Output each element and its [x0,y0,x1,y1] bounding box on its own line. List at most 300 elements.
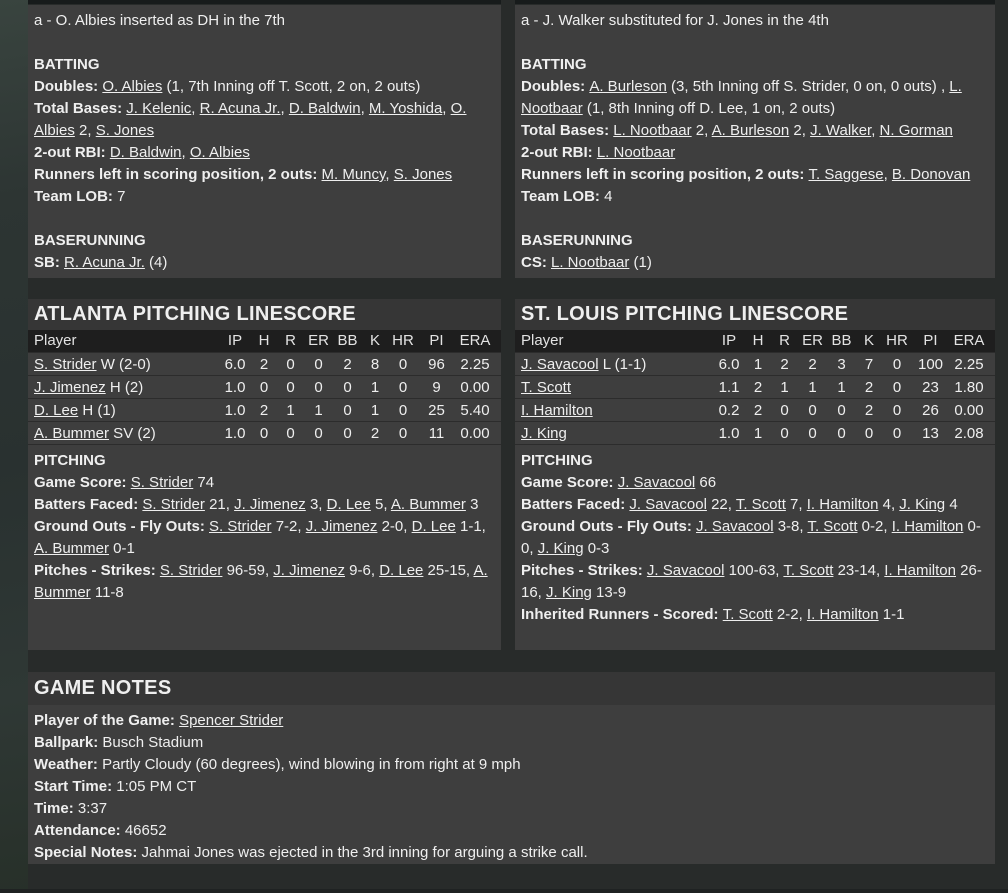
stat-cell: 1.0 [224,378,246,396]
stat-text: 0-0, [521,518,981,557]
stat-cell: 26 [922,401,939,419]
stat-label: Pitches - Strikes: [521,562,647,579]
column-header: HR [886,332,908,349]
stat-label: Batters Faced: [521,496,630,513]
text-line [34,516,495,560]
section-title-text: ST. LOUIS PITCHING LINESCORE [521,303,849,325]
player-link[interactable]: T. Scott [521,378,572,396]
text-line [521,472,989,494]
game-notes-title [28,672,995,705]
stat-text: L (1-1) [598,355,647,373]
table-header-row [28,330,501,352]
player-link[interactable]: L. Nootbaar [613,122,692,139]
stat-label: Runners left in scoring position, 2 outs: [521,166,809,183]
stlouis-pitching-title [515,299,995,330]
stat-text: 2-2, [772,606,807,623]
stat-label: SB: [34,254,64,271]
stat-cell: 25 [428,401,445,419]
player-link[interactable]: S. Jones [95,122,155,139]
player-link[interactable]: J. Jimenez [234,496,306,513]
player-link[interactable]: D. Lee [34,401,79,419]
stat-text: (1) [629,254,652,271]
stat-text: 3 [465,496,479,513]
text-line [521,142,989,164]
stat-text: 1-1, [455,518,486,535]
stat-text: 0-3 [583,540,610,557]
player-link[interactable]: L. Nootbaar [521,78,962,117]
stat-text: 11-8 [90,584,124,601]
stat-text: H (1) [78,401,116,419]
stat-text: 4 [604,188,613,205]
text-line [34,754,989,776]
column-header: K [369,332,380,349]
stat-label: PITCHING [521,452,593,469]
stat-text: 1:05 PM CT [116,778,197,795]
text-line [34,776,989,798]
pitcher-cell [515,376,713,399]
stat-cell: 3 [837,355,846,373]
stat-text: 100-63, [724,562,784,579]
text-line [34,230,495,252]
player-link[interactable]: M. Yoshida [368,100,443,117]
text-line [34,186,495,208]
text-line [521,120,989,142]
atlanta-pitching-title [28,299,501,330]
text-line [521,560,989,604]
stat-cell: 0.00 [954,401,984,419]
pitcher-cell [28,422,219,445]
game-notes-panel [28,672,995,864]
home-batting-notes-panel [515,5,995,278]
player-link[interactable]: L. Nootbaar [551,254,630,271]
stat-text: 0-2, [857,518,892,535]
player-link[interactable]: L. Nootbaar [596,144,676,161]
player-link[interactable]: D. Baldwin [288,100,361,117]
stat-text: , [360,100,369,117]
away-batting-notes [28,5,501,274]
stat-cell: 6.0 [718,355,740,373]
player-link[interactable]: S. Strider [142,496,205,513]
stat-cell: 2.08 [954,424,984,442]
player-link[interactable]: I. Hamilton [884,562,956,579]
pitcher-cell [515,422,713,445]
stat-text: 3, [305,496,327,513]
stat-label: Team LOB: [521,188,605,205]
column-header: BB [831,332,852,349]
pitcher-cell [515,399,713,422]
stat-text: , [191,100,200,117]
stat-cell: 2.25 [954,355,984,373]
stat-cell: 2.25 [460,355,490,373]
stat-cell: 23 [922,378,939,396]
stat-cell: 0.00 [460,378,490,396]
stat-cell: 1.0 [224,401,246,419]
stat-text: Busch Stadium [102,734,204,751]
stat-cell: 1.0 [224,424,246,442]
player-link[interactable]: S. Strider [209,518,272,535]
player-link[interactable]: J. Jimenez [34,378,106,396]
stat-cell: 0 [314,355,323,373]
stat-text: 46652 [124,822,167,839]
pitcher-cell [28,353,219,376]
blank-line [34,208,495,230]
column-header: IP [227,332,243,349]
stat-text: (1, 7th Inning off T. Scott, 2 on, 2 outs) [162,78,421,95]
stat-label: PITCHING [34,452,106,469]
text-line [34,798,989,820]
player-link[interactable]: S. Strider [130,474,194,491]
player-link[interactable]: S. Strider [34,355,97,373]
stat-label: Game Score: [34,474,131,491]
text-line [34,450,495,472]
stat-label: BATTING [521,56,587,73]
blank-line [521,208,989,230]
player-link[interactable]: O. Albies [189,144,250,161]
player-link[interactable]: N. Gorman [879,122,953,139]
text-line [34,98,495,142]
player-link[interactable]: S. Jones [393,166,453,183]
stat-cell: 1 [753,424,763,442]
column-header: H [258,332,270,349]
stat-label: Runners left in scoring position, 2 outs: [34,166,322,183]
player-link[interactable]: O. Albies [102,78,163,95]
text-line [34,54,495,76]
stlouis-pitching-linescore-panel [515,299,995,650]
stat-cell: 0 [864,424,874,442]
stat-cell: 2 [864,378,874,396]
player-link[interactable]: Spencer Strider [179,712,284,729]
player-link[interactable]: J. Savacool [629,496,707,513]
stat-text: 66 [695,474,717,491]
stat-text: 22, [706,496,736,513]
stat-text: 26-16, [521,562,982,601]
stat-cell: 0 [808,424,817,442]
stat-text: SV (2) [109,424,156,442]
player-link[interactable]: T. Scott [722,606,773,623]
stat-cell: 2 [808,355,817,373]
text-line [34,252,495,274]
player-link[interactable]: J. Jimenez [273,562,345,579]
pitcher-cell [28,376,219,399]
stat-cell: 0 [314,378,323,396]
player-link[interactable]: J. Kelenic [126,100,192,117]
player-link[interactable]: J. King [546,584,592,601]
stat-label: Game Score: [521,474,618,491]
stat-label: Team LOB: [34,188,118,205]
player-link[interactable]: A. Bummer [390,496,466,513]
stat-cell: 2 [259,401,269,419]
stat-cell: 0.00 [460,424,490,442]
stat-cell: 0 [286,424,295,442]
player-link[interactable]: T. Scott [807,518,858,535]
player-link[interactable]: M. Muncy [321,166,386,183]
stat-cell: 8 [370,355,380,373]
stat-label: 2-out RBI: [521,144,597,161]
cutoff-table-bottom-away [28,0,501,4]
stat-cell: 1 [808,378,817,396]
text-line [34,10,495,32]
stat-text: a - O. Albies inserted as DH in the 7th [34,12,285,29]
stat-text: Partly Cloudy (60 degrees), wind blowing in from right at 9 mph [102,756,521,773]
stat-label: Player of the Game: [34,712,180,729]
stat-cell: 2 [780,355,789,373]
column-header: IP [721,332,737,349]
stat-text: Jahmai Jones was ejected in the 3rd inning for arguing a strike call. [141,844,588,861]
column-header: HR [392,332,414,349]
stat-text: 74 [193,474,215,491]
game-notes-lines [28,705,995,864]
stat-cell: 1 [314,401,323,419]
stat-text: , [280,100,289,117]
player-link[interactable]: A. Burleson [589,78,667,95]
pitcher-cell [28,399,219,422]
stat-text: a - J. Walker substituted for J. Jones in the 4th [521,12,829,29]
stat-cell: 0 [343,424,352,442]
stat-text: , [871,122,880,139]
stat-text: 7 [117,188,126,205]
player-link[interactable]: S. Strider [159,562,223,579]
column-header: R [779,332,790,349]
player-link[interactable]: J. Walker [810,122,872,139]
stat-cell: 2 [370,424,380,442]
text-line [521,252,989,274]
player-link[interactable]: O. Albies [34,100,467,139]
stat-cell: 0 [398,355,408,373]
stat-label: Total Bases: [521,122,614,139]
stat-cell: 2 [753,401,763,419]
blank-line [34,32,495,54]
stat-text: (1, 8th Inning off D. Lee, 1 on, 2 outs) [582,100,836,117]
stat-cell: 0 [398,424,408,442]
text-line [34,76,495,98]
stat-text: 0-1 [109,540,135,557]
stat-label: Time: [34,800,78,817]
player-link[interactable]: J. Savacool [617,474,696,491]
stat-cell: 0 [343,401,352,419]
stat-label: Doubles: [521,78,590,95]
stat-label: BATTING [34,56,100,73]
stat-cell: 96 [428,355,445,373]
text-line [521,76,989,120]
player-link[interactable]: J. Savacool [696,518,774,535]
stat-text: , [442,100,451,117]
stat-cell: 0 [780,401,789,419]
text-line [34,820,989,842]
player-link[interactable]: R. Acuna Jr. [199,100,281,117]
player-link[interactable]: I. Hamilton [806,496,879,513]
stat-cell: 2 [864,401,874,419]
player-link[interactable]: J. King [899,496,946,513]
player-link[interactable]: T. Saggese [808,166,884,183]
stat-cell: 0.2 [718,401,740,419]
player-link[interactable]: T. Scott [735,496,786,513]
atlanta-pitching-table [28,330,501,445]
stat-text: 2, [74,122,96,139]
stat-cell: 5.40 [460,401,490,419]
text-line [34,732,989,754]
player-link[interactable]: I. Hamilton [521,401,593,419]
stat-text: 5, [370,496,391,513]
text-line [521,186,989,208]
player-link[interactable]: R. Acuna Jr. [64,254,145,271]
pitcher-row [28,398,501,421]
stat-text: (4) [144,254,168,271]
stat-cell: 2 [343,355,352,373]
table-header-row [515,330,995,352]
section-title-text: ATLANTA PITCHING LINESCORE [34,303,356,325]
stat-cell: 0 [892,401,902,419]
stat-cell: 0 [808,401,817,419]
stat-cell: 100 [917,355,944,373]
player-link[interactable]: A. Bummer [34,424,110,442]
column-header: Player [521,332,564,349]
player-link[interactable]: A. Bummer [34,562,488,601]
stat-label: Attendance: [34,822,125,839]
stat-text: 23-14, [833,562,885,579]
text-line [34,842,989,864]
stat-cell: 1.1 [718,378,740,396]
column-header: ERA [953,332,985,349]
stat-cell: 1 [780,378,789,396]
stat-label: Ballpark: [34,734,103,751]
stat-label: BASERUNNING [34,232,146,249]
column-header: PI [923,332,938,349]
player-link[interactable]: I. Hamilton [891,518,964,535]
text-line [34,560,495,604]
away-batting-notes-panel [28,5,501,278]
stat-cell: 9 [432,378,441,396]
player-link[interactable]: J. King [521,424,567,442]
stat-text: W (2-0) [96,355,151,373]
stat-text: 2, [789,122,811,139]
text-line [521,164,989,186]
stat-label: Pitches - Strikes: [34,562,160,579]
player-link[interactable]: A. Bummer [34,540,110,557]
stat-cell: 2 [259,355,269,373]
text-line [521,604,989,626]
pitcher-row [515,421,995,444]
stat-cell: 2 [753,378,763,396]
stat-text: 96-59, [222,562,274,579]
stat-cell: 0 [259,378,269,396]
player-link[interactable]: J. Jimenez [305,518,378,535]
stat-text: , [883,166,892,183]
stat-text: 4, [878,496,900,513]
column-header: K [863,332,874,349]
stat-cell: 1 [837,378,846,396]
stat-text: , [385,166,394,183]
player-link[interactable]: T. Scott [783,562,834,579]
player-link[interactable]: J. Savacool [646,562,725,579]
stat-text: 1-1 [878,606,905,623]
column-header: R [285,332,296,349]
stat-text: 25-15, [423,562,474,579]
stat-text: 9-6, [345,562,380,579]
stat-cell: 1.80 [954,378,984,396]
pitcher-row [515,375,995,398]
stat-label: CS: [521,254,551,271]
background-edge-strip [0,0,28,893]
stat-label: Weather: [34,756,103,773]
stat-cell: 0 [892,378,902,396]
stat-label: 2-out RBI: [34,144,110,161]
pitcher-row [28,421,501,444]
player-link[interactable]: J. King [537,540,584,557]
stat-text: , [181,144,190,161]
home-batting-notes [515,5,995,274]
stat-cell: 0 [286,378,295,396]
pitcher-row [28,352,501,375]
text-line [34,710,989,732]
blank-line [521,32,989,54]
text-line [34,142,495,164]
column-header: ERA [459,332,491,349]
stat-cell: 1 [753,355,763,373]
stat-text: 13-9 [591,584,627,601]
player-link[interactable]: I. Hamilton [806,606,879,623]
text-line [34,494,495,516]
stat-cell: 1 [286,401,295,419]
player-link[interactable]: D. Baldwin [109,144,182,161]
stat-cell: 0 [314,424,323,442]
stat-label: Doubles: [34,78,103,95]
stat-cell: 0 [837,424,846,442]
player-link[interactable]: D. Lee [326,496,371,513]
stat-text: 2-0, [377,518,412,535]
stat-cell: 7 [864,355,874,373]
stat-cell: 0 [892,424,902,442]
stat-text: 7-2, [271,518,306,535]
stat-label: Special Notes: [34,844,142,861]
stat-cell: 0 [286,355,295,373]
section-title-text: GAME NOTES [34,677,172,699]
stat-label: Batters Faced: [34,496,143,513]
cutoff-strip-bottom [0,889,1008,893]
pitcher-cell [515,353,713,376]
column-header: ER [308,332,329,349]
stat-label: Ground Outs - Fly Outs: [34,518,209,535]
stat-text: 7, [785,496,807,513]
column-header: Player [34,332,77,349]
stat-text: 21, [204,496,235,513]
player-link[interactable]: J. Savacool [521,355,599,373]
column-header: BB [337,332,358,349]
text-line [521,54,989,76]
stat-cell: 11 [428,424,445,442]
stat-cell: 0 [837,401,846,419]
column-header: PI [429,332,444,349]
text-line [521,10,989,32]
player-link[interactable]: B. Donovan [891,166,971,183]
text-line [34,164,495,186]
pitcher-row [28,375,501,398]
stat-cell: 0 [259,424,269,442]
stat-text: 3-8, [773,518,808,535]
player-link[interactable]: D. Lee [411,518,456,535]
stlouis-pitching-table [515,330,995,445]
stat-text: (3, 5th Inning off S. Strider, 0 on, 0 outs) , [666,78,950,95]
stat-cell: 0 [398,378,408,396]
stat-label: Total Bases: [34,100,127,117]
player-link[interactable]: A. Burleson [711,122,790,139]
cutoff-table-bottom-home [515,0,995,4]
stat-cell: 6.0 [224,355,246,373]
stlouis-pitching-notes [515,445,995,626]
stat-cell: 0 [780,424,789,442]
stat-cell: 13 [922,424,939,442]
stat-cell: 0 [398,401,408,419]
player-link[interactable]: D. Lee [379,562,424,579]
